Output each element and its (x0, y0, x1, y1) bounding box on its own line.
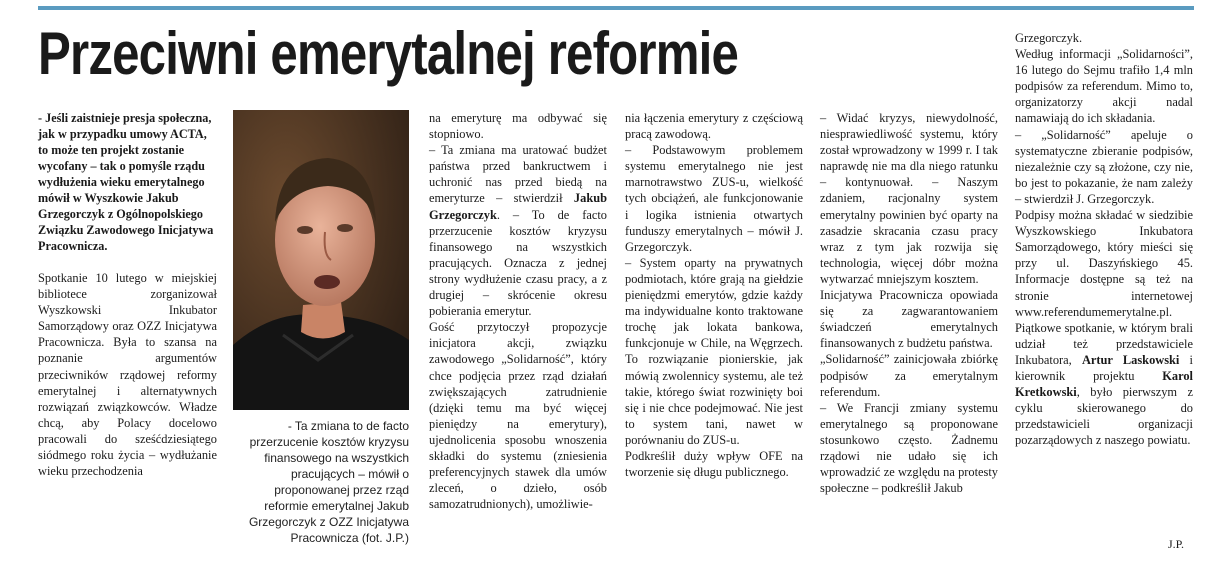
person-name: Karol Kretkowski (1015, 368, 1193, 400)
column-1 (38, 110, 217, 479)
author-signature: J.P. (1168, 537, 1185, 551)
column-3 (625, 110, 803, 480)
paragraph: „Solidarność” zainicjowała zbiórkę podpisów za emerytalnym referendum. (820, 352, 998, 399)
paragraph (1015, 320, 1193, 449)
body-paragraph: Spotkanie 10 lutego w miejskiej bibliotece zorganizował Wyszkowski Inkubator Samorządowy oraz OZZ Inicjatywa Pracownicza. Była to szansa na poznanie argumentów przeciwników rządowej reformy emerytalnej i alternatywnych rozwiązań związkowców. Władze chcą, aby Polacy docelowo pracowali do sześćdziesiątego siódmego roku życia – wydłużanie wieku przechodzenia (38, 271, 217, 479)
text-span: – Ta zmiana ma uratować budżet państwa przed bankructwem i uchronić nas przed biedą na emeryturze – stwierdził (429, 143, 607, 206)
person-name: Artur Laskowski (1081, 352, 1180, 367)
paragraph: – „Solidarność” apeluje o systematyczne zbieranie podpisów, niezależnie czy są złożone, czy nie, bo jest to pokazanie, że nam zależy – stwierdził J. Grzegorczyk. (1015, 127, 1193, 206)
paragraph: – We Francji zmiany systemu emerytalnego są proponowane stosunkowo często. Żadnemu rządowi nie udało się ich wprowadzić ze względu na protesty społeczne – podkreślił Jakub (820, 400, 998, 496)
paragraph: Grzegorczyk. (1015, 31, 1083, 45)
paragraph: – Podstawowym problemem systemu emerytalnego nie jest marnotrawstwo ZUS-u, wielkość tych obciążeń, ale funkcjonowanie i logika istnienia otwartych funduszy emerytalnych – mówił J. Grzegorczyk. (625, 143, 803, 254)
text-span: , było pierwszym z cyklu skierowanego do przedstawicieli organizacji pozarządowych z naszego powiatu. (1015, 385, 1193, 448)
headline: Przeciwni emerytalnej reformie (38, 20, 739, 87)
speaker-photo (233, 110, 409, 410)
paragraph: – System oparty na prywatnych podmiotach, które grają na giełdzie pieniędzmi emerytów, gdzie każdy ma indywidualne konto traktowane trochę jak lokata bankowa, funkcjonuje w Chile, na Węgrzech. To rozwiązanie pionierskie, jak mówią zwolennicy systemu, ale też takie, którego świat rozwinięty boi się i nie chce podejmować. Nie jest to system tani, nawet w porównaniu do ZUS-u. (625, 255, 803, 447)
photo-caption: - Ta zmiana to de facto przerzucenie kosztów kryzysu finansowego na wszystkich pracujących – mówił o proponowanej przez rząd reformie emerytalnej Jakub Grzegorczyk z OZZ Inicjatywa Pracownicza (fot. J.P.) (248, 419, 409, 545)
paragraph: Według informacji „Solidarności”, 16 lutego do Sejmu trafiło 1,4 mln podpisów za referendum. Mimo to, organizatorzy akcji nadal namawiają do ich składania. (1015, 47, 1193, 126)
paragraph: Podkreślił duży wpływ OFE na tworzenie się długu publicznego. (625, 448, 803, 480)
column-4 (820, 110, 998, 496)
photo-image (233, 110, 409, 410)
paragraph: nia łączenia emerytury z częściową pracą zawodową. (625, 111, 803, 142)
paragraph: – Widać kryzys, niewydolność, niesprawiedliwość systemu, który został wprowadzony w 1999 r. I tak naprawdę nie ma dla niego ratunku – kontynuował. – Naszym zdaniem, racjonalny system emerytalny powinien być oparty na zasadzie skracania czasu pracy wraz z tym jak rozwija się technologia, więcej dóbr można wytwarzać mniejszym kosztem. (820, 111, 998, 286)
lead-paragraph: - Jeśli zaistnieje presja społeczna, jak w przypadku umowy ACTA, to może ten projekt zostanie wycofany – tak o pomyśle rządu wydłużenia wieku emerytalnego mówił w Wyszkowie Jakub Grzegorczyk z Ogólnopolskiego Związku Zawodowego Inicjatywa Pracownicza. (38, 111, 214, 253)
paragraph: Podpisy można składać w siedzibie Wyszkowskiego Inkubatora Samorządowego, który mieści się przy ul. Daszyńskiego 45. Informacje dostępne są też na stronie internetowej www.referendumemerytalne.pl. (1015, 208, 1193, 319)
person-name: Jakub Grzegorczyk (429, 191, 607, 222)
text-span: i kierownik projektu (1015, 352, 1194, 383)
paragraph: Inicjatywa Pracownicza opowiada się za zagwarantowaniem świadczeń emerytalnych finansowanych z budżetu państwa. (820, 288, 998, 351)
paragraph (429, 142, 607, 319)
column-5 (1015, 30, 1193, 448)
paragraph: Gość przytoczył propozycje inicjatora akcji, związku zawodowego „Solidarność”, który chce podjęcia przez rząd działań zwiększających zatrudnienie (dzięki temu ma być więcej pieniędzy na emerytury), ujednolicenia sposobu wnoszenia składki do systemu (zniesienia preferencyjnych stawek dla umów zleceń, o dzieło, osób samozatrudnionych), umożliwie- (429, 320, 607, 512)
text-span: . – To de facto przerzucenie kosztów kryzysu finansowego na wszystkich pracujących. Oznacza z jednej strony wydłużenie czasu pracy, a z drugiej – skrócenie okresu pobierania emerytur. (429, 207, 607, 319)
column-2 (429, 110, 607, 512)
paragraph: na emeryturę ma odbywać się stopniowo. (429, 111, 607, 142)
top-rule (38, 6, 1194, 10)
text-span: Piątkowe spotkanie, w którym brali udział też przedstawiciele Inkubatora, (1015, 320, 1193, 367)
